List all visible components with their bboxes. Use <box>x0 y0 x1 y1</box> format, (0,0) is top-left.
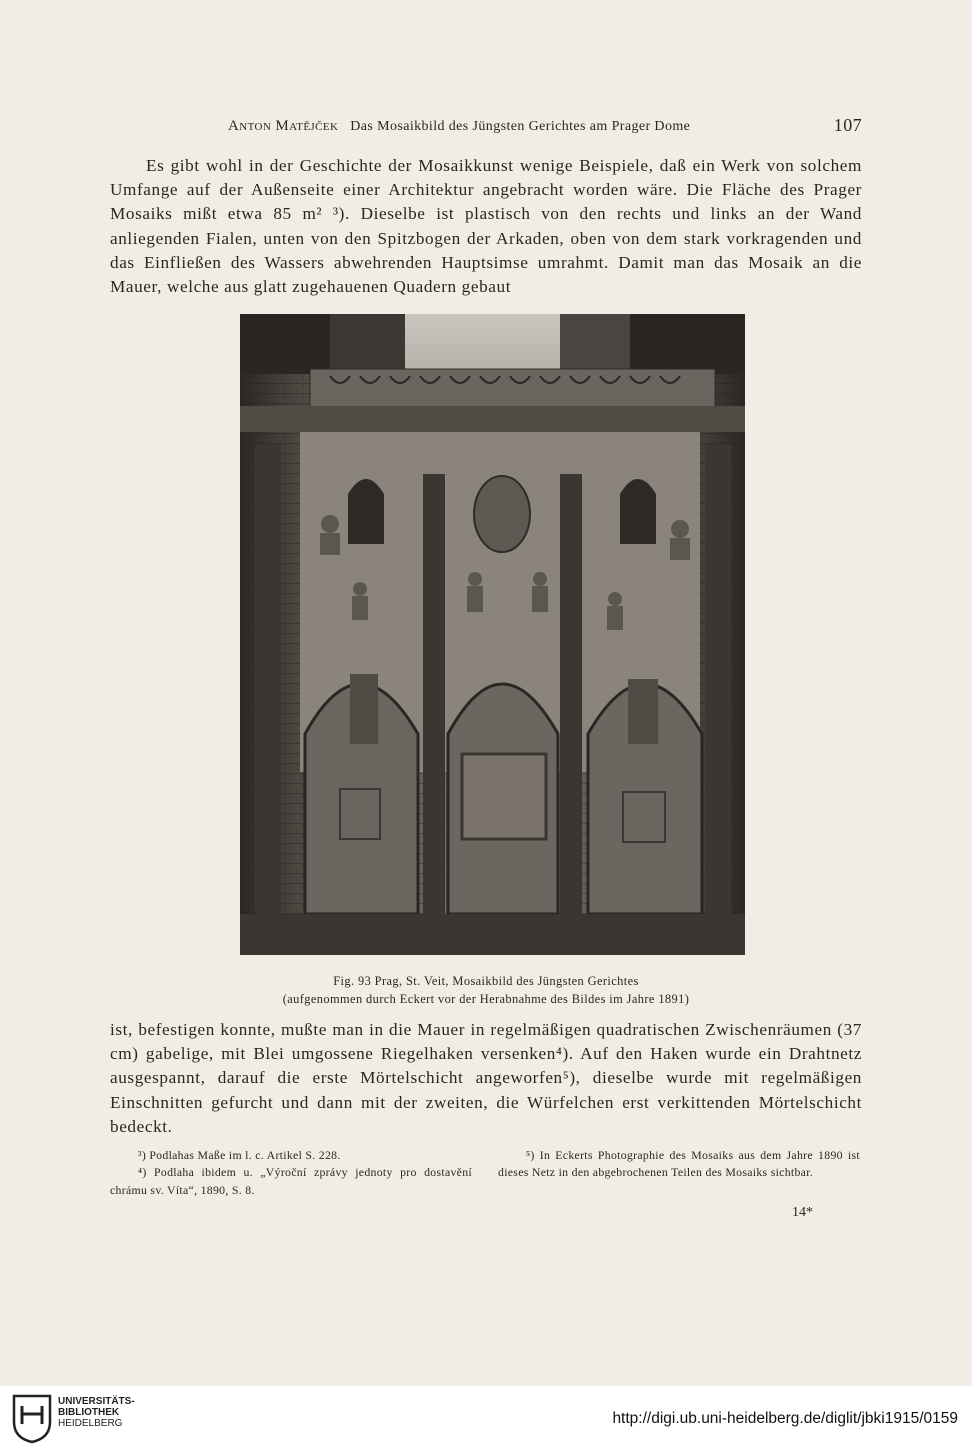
library-name-line-2: BIBLIOTHEK <box>58 1407 120 1418</box>
base-shadow <box>240 914 745 955</box>
tower-left <box>330 314 405 376</box>
footnote-4: ⁴) Podlaha ibidem u. „Výroční zprávy jednoty pro dostavění chrámu sv. Víta“, 1890, S. 8. <box>110 1165 472 1197</box>
caption-line-2: (aufgenommen durch Eckert vor der Herabnahme des Bildes im Jahre 1891) <box>282 992 690 1006</box>
signature-mark: 14* <box>792 1205 813 1220</box>
article-title: Das Mosaikbild des Jüngsten Gerichtes am Prager Dome <box>350 119 691 134</box>
figure-photo <box>240 314 745 955</box>
digitization-footer <box>0 1386 972 1456</box>
library-name-line-3: HEIDELBERG <box>58 1418 123 1429</box>
library-name-line-1: UNIVERSITÄTS- <box>58 1396 135 1407</box>
caption-line-1: Fig. 93 Prag, St. Veit, Mosaikbild des Jüngsten Gerichtes <box>333 974 639 988</box>
running-title <box>228 118 690 135</box>
cornice <box>240 406 745 432</box>
sky <box>405 314 575 376</box>
footnotes-right-column <box>498 1147 860 1182</box>
figure-caption <box>110 972 862 1008</box>
library-logo-icon <box>10 1392 54 1444</box>
footnote-3: ³) Podlahas Maße im l. c. Artikel S. 228. <box>138 1148 341 1162</box>
page-number: 107 <box>833 115 862 135</box>
body-paragraph-2: ist, befestigen konnte, mußte man in die Mauer in regelmäßigen quadratischen Zwischenräumen (37 cm) gabelige, mit Blei umgossene Riegelhaken versenken⁴). Auf den Haken wurde ein Drahtnetz ausgespannt, darauf die erste Mörtelschicht angeworfen⁵), dieselbe wurde mit regelmäßigen Einschnitten gefurcht und dann mit der zweiten, die Würfelchen erst verkittenden Mörtelschicht bedeckt. <box>110 1020 862 1136</box>
running-header <box>110 115 862 140</box>
body-paragraph-1: Es gibt wohl in der Geschichte der Mosaikkunst wenige Beispiele, daß ein Werk von solchem Umfange auf der Außenseite einer Architektur angebracht worden wäre. Die Fläche des Prager Mosaiks mißt etwa 85 m² ³). Dieselbe ist plastisch von den rechts und links an der Wand anliegenden Fialen, unten von den Spitzbogen der Arkaden, oben von dem stark vorkragenden und das Einfließen des Wassers abwehrenden Hauptsimse umrahmt. Damit man das Mosaik an die Mauer, welche aus glatt zugehauenen Quadern gebaut <box>110 156 862 297</box>
footnote-5: ⁵) In Eckerts Photographie des Mosaiks aus dem Jahre 1890 ist dieses Netz in den abgebrochenen Teilen des Mosaiks sichtbar. <box>498 1148 860 1180</box>
balustrade <box>310 369 715 409</box>
author-name: Anton Matějček <box>228 118 339 134</box>
footnotes-left-column <box>110 1147 472 1199</box>
mandorla <box>474 476 530 552</box>
permalink-url[interactable]: http://digi.ub.uni-heidelberg.de/diglit/jbki1915/0159 <box>612 1410 958 1427</box>
library-name <box>58 1396 135 1429</box>
